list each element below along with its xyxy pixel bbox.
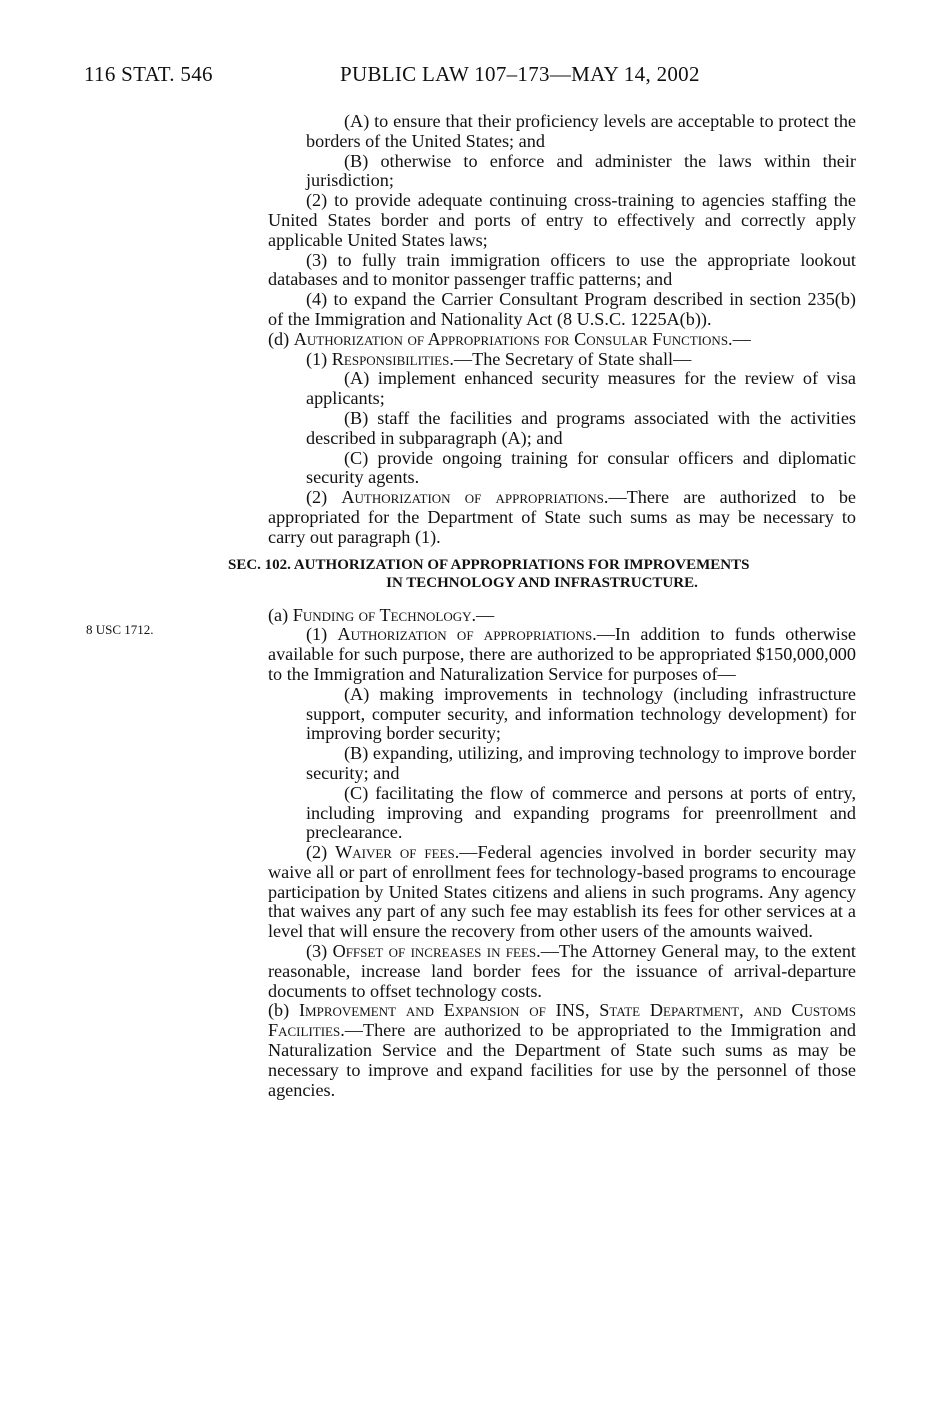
paragraph-text: —There are authorized to be appropriated for the Department of State such sums as may be necessary to carry out paragraph (1). <box>268 487 856 547</box>
paragraph-d2 <box>268 488 856 547</box>
subsection-b <box>268 1001 856 1100</box>
paragraph: (C) facilitating the flow of commerce and persons at ports of entry, including improving and expanding programs for preenrollment and preclearance. <box>306 782 856 843</box>
paragraph-text: —The Secretary of State shall— <box>453 348 692 369</box>
subsection-label: (b) <box>268 1000 299 1021</box>
paragraph-text: —Federal agencies involved in border security may waive all or part of enrollment fees for technology-based programs to encourage participation by United States citizens and aliens in such programs. Any agency that waives any part of any such fee may establish its fees for other services at a level that will ensure the recovery from other users of the amounts waived. <box>268 842 856 942</box>
paragraph-label: (2) <box>306 487 342 508</box>
paragraph: (3) to fully train immigration officers to use the appropriate lookout databases and to monitor passenger traffic patterns; and <box>268 249 856 290</box>
subsection-dash: — <box>732 328 751 349</box>
paragraph: (B) otherwise to enforce and administer the laws within their jurisdiction; <box>306 150 856 191</box>
subsection-dash: — <box>476 604 495 625</box>
margin-citation: 8 USC 1712. <box>86 622 154 637</box>
paragraph: (B) staff the facilities and programs associated with the activities described in subparagraph (A); and <box>306 407 856 448</box>
paragraph: (4) to expand the Carrier Consultant Program described in section 235(b) of the Immigration and Nationality Act (8 U.S.C. 1225A(b)). <box>268 289 856 329</box>
section-heading-line2: IN TECHNOLOGY AND INFRASTRUCTURE. <box>386 574 698 591</box>
paragraph-label: (1) <box>306 624 338 645</box>
paragraph-label: (3) <box>306 941 333 962</box>
subsection-heading: Authorization of Appropriations for Consular Functions. <box>293 328 733 349</box>
paragraph-label: (2) <box>306 842 336 863</box>
subsection-d <box>228 330 856 350</box>
paragraph-a3 <box>268 942 856 1001</box>
paragraph: (A) making improvements in technology (including infrastructure support, computer security, and information technology development) for improving border security; <box>306 683 856 744</box>
subsection-label: (d) <box>268 328 294 349</box>
paragraph: (2) to provide adequate continuing cross-training to agencies staffing the United States border and ports of entry to effectively and correctly apply applicable United States laws; <box>268 190 856 250</box>
subsection-heading: Improvement and Expansion of INS, State Department, and Customs Facilities. <box>268 1000 856 1041</box>
subsection-a <box>268 606 856 626</box>
paragraph: (C) provide ongoing training for consular officers and diplomatic security agents. <box>306 447 856 488</box>
paragraph-heading: Authorization of appropriations. <box>337 624 597 645</box>
section-heading-line1: SEC. 102. AUTHORIZATION OF APPROPRIATIONS FOR IMPROVEMENTS <box>228 556 750 573</box>
paragraph-heading: Waiver of fees. <box>335 842 460 863</box>
paragraph: (A) to ensure that their proficiency levels are acceptable to protect the borders of the United States; and <box>306 111 856 151</box>
stat-page-number: 116 STAT. 546 <box>84 62 213 86</box>
paragraph-a1 <box>268 625 856 684</box>
page-header <box>84 62 864 92</box>
paragraph: (B) expanding, utilizing, and improving technology to improve border security; and <box>306 743 856 783</box>
paragraph-a2 <box>268 843 856 942</box>
public-law-title: PUBLIC LAW 107–173—MAY 14, 2002 <box>340 62 700 86</box>
paragraph-text: —In addition to funds otherwise available for such purpose, there are authorized to be appropriated $150,000,000 to the Immigration and Naturalization Service for purposes of— <box>268 624 856 684</box>
subsection-heading: Funding of Technology. <box>292 604 477 625</box>
subsection-label: (a) <box>268 604 293 625</box>
subsection-text: —There are authorized to be appropriated to the Immigration and Naturalization Service and the Department of State such sums as may be necessary to improve and expand facilities for use by the personnel of those agencies. <box>268 1020 856 1100</box>
section-heading <box>228 556 856 592</box>
paragraph-heading: Authorization of appropriations. <box>341 487 609 508</box>
paragraph-heading: Offset of increases in fees. <box>332 941 541 962</box>
document-body <box>228 111 856 1100</box>
paragraph-heading: Responsibilities. <box>331 348 454 369</box>
paragraph-label: (1) <box>306 348 332 369</box>
paragraph: (A) implement enhanced security measures for the review of visa applicants; <box>306 368 856 409</box>
paragraph-d1 <box>268 350 856 370</box>
paragraph-text: —The Attorney General may, to the extent reasonable, increase land border fees for the issuance of arrival-departure documents to offset technology costs. <box>268 941 856 1001</box>
